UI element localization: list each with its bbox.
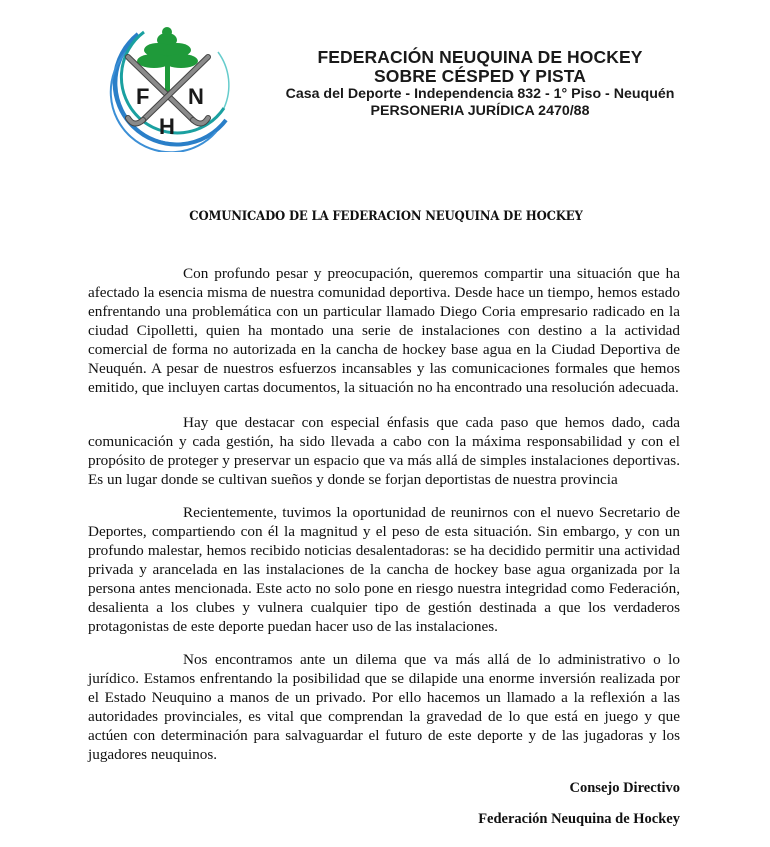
paragraph-1: Con profundo pesar y preocupación, queremos compartir una situación que ha afectado la esencia misma de nuestra comunidad deportiva. Desde hace un tiempo, hemos estado enfrentando una problemática con un particular llamado Diego Coria empresario radicado en la ciudad Cipolletti, quien ha montado una serie de instalaciones con destino a la actividad comercial de forma no autorizada en la cancha de hockey base agua en la Ciudad Deportiva de Neuquén. A pesar de nuestros esfuerzos incansables y las comunicaciones formales que hemos emitido, que incluyen cartas documentos, la situación no ha encontrado una resolución adecuada. <box>88 265 680 396</box>
paragraph-3: Recientemente, tuvimos la oportunidad de reunirnos con el nuevo Secretario de Deportes, compartiendo con él la magnitud y el peso de esta situación. Sin embargo, y con un profundo malestar, hemos recibido noticias desalentadoras: se ha decidido permitir una actividad privada y arancelada en las instalaciones de la cancha de hockey base agua organizada por la persona antes mencionada. Este acto no solo pone en riesgo nuestra integridad como Federación, desalienta a los clubes y vulnera cualquier tipo de gestión destinada a que los verdaderos protagonistas de este deporte puedan hacer uso de las instalaciones. <box>88 504 680 635</box>
federation-name-line1: FEDERACIÓN NEUQUINA DE HOCKEY <box>317 47 643 67</box>
document-title: COMUNICADO DE LA FEDERACION NEUQUINA DE HOCKEY <box>189 209 583 224</box>
signature-council: Consejo Directivo <box>569 780 680 796</box>
letterhead <box>270 48 690 120</box>
paragraph-4: Nos encontramos ante un dilema que va más allá de lo administrativo o lo jurídico. Estamos enfrentando la posibilidad que se dilapide una enorme inversión realizada por el Estado Neuquino a manos de un privado. Por ello hacemos un llamado a la reflexión a las autoridades provinciales, es vital que comprendan la gravedad de lo que está en juego y que actúen con determinación para salvaguardar el futuro de este deporte y de las jugadoras y los jugadores neuquinos. <box>88 651 680 763</box>
paragraph-2: Hay que destacar con especial énfasis que cada paso que hemos dado, cada comunicación y cada gestión, ha sido llevada a cabo con la máxima responsabilidad y con el propósito de proteger y preservar un espacio que va más allá de simples instalaciones deportivas. Es un lugar donde se cultivan sueños y donde se forjan deportistas de nuestra provincia <box>88 414 680 488</box>
svg-text:F: F <box>136 84 150 109</box>
federation-name-line2: SOBRE CÉSPED Y PISTA <box>373 66 587 86</box>
signature-block <box>478 778 680 829</box>
document-body <box>88 264 680 778</box>
fnh-logo-icon <box>98 12 238 152</box>
svg-text:H: H <box>159 114 175 139</box>
svg-text:N: N <box>188 84 204 109</box>
federation-address: Casa del Deporte - Independencia 832 - 1° Piso - Neuquén <box>285 86 675 102</box>
signature-federation: Federación Neuquina de Hockey <box>478 811 680 827</box>
legal-registration: PERSONERIA JURÍDICA 2470/88 <box>370 103 590 119</box>
